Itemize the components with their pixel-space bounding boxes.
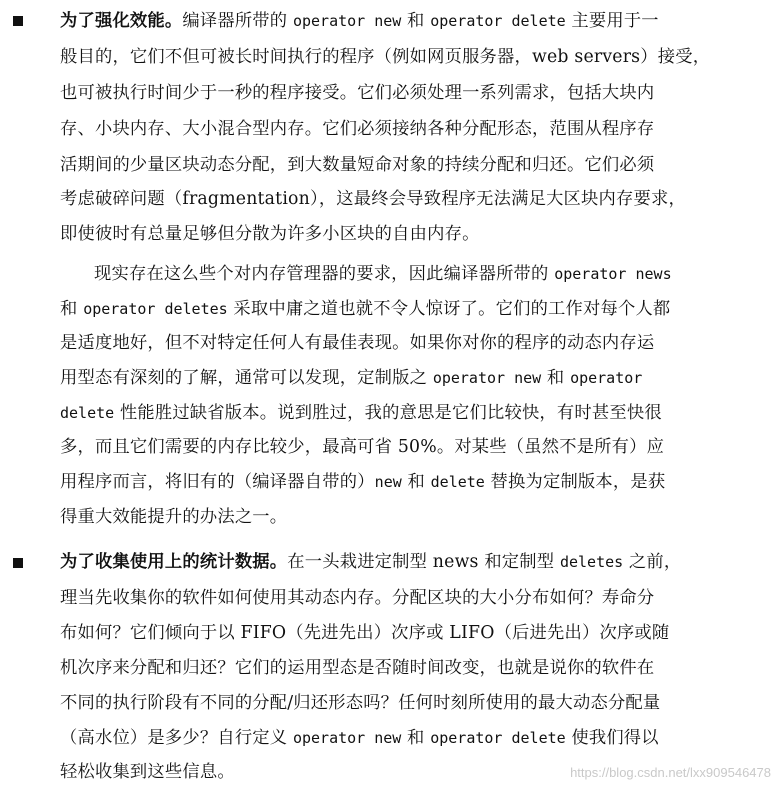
para2-line-1	[94, 259, 672, 289]
section1-line-5	[60, 150, 654, 180]
text-run: 采取中庸之道也就不令人惊讶了。它们的工作对每个人都	[227, 299, 671, 319]
section1-line-1	[60, 6, 659, 36]
code-term: operator new	[292, 729, 402, 747]
section1-line-6	[60, 184, 686, 214]
code-term: deletes	[559, 553, 624, 571]
text-run: 机次序来分配和归还？它们的运用型态是否随时间改变，也就是说你的软件在	[60, 658, 655, 678]
watermark-url: https://blog.csdn.net/lxx909546478	[570, 765, 771, 780]
code-term: new	[374, 473, 402, 491]
text-run: 理当先收集你的软件如何使用其动态内存。分配区块的大小分布如何？寿命分	[60, 588, 655, 608]
para2-line-5	[60, 398, 662, 428]
text-run: 用型态有深刻的了解，通常可以发现，定制版之	[60, 368, 433, 388]
code-term: operator new	[292, 12, 402, 30]
text-run: 和	[401, 472, 431, 492]
text-run: （高水位）是多少？自行定义	[60, 728, 293, 748]
text-run: 性能胜过缺省版本。说到胜过，我的意思是它们比较快，有时甚至快很	[114, 403, 662, 423]
text-run: 使我们得以	[565, 728, 659, 748]
text-run: 和	[401, 11, 431, 31]
para2-line-3	[60, 328, 654, 358]
text-run: 现实存在这么些个对内存管理器的要求，因此编译器所带的	[94, 264, 555, 284]
text-run: 多，而且它们需要的内存比较少，最高可省 50%。对某些（虽然不是所有）应	[60, 437, 665, 457]
text-run: 不同的执行阶段有不同的分配/归还形态吗？任何时刻所使用的最大动态分配量	[60, 693, 661, 713]
section2-line-5	[60, 688, 660, 718]
text-run: 般目的，它们不但可被长时间执行的程序（例如网页服务器，web servers）接受，	[60, 47, 711, 67]
text-run: 得重大效能提升的办法之一。	[60, 507, 288, 527]
text-run: 之前，	[623, 552, 682, 572]
code-term: operator delete	[430, 12, 566, 30]
text-run: 即使彼时有总量足够但分散为许多小区块的自由内存。	[60, 224, 480, 244]
text-run: 在一头栽进定制型 news 和定制型	[287, 552, 560, 572]
section1-line-2	[60, 42, 710, 72]
text-run: 编译器所带的	[182, 11, 293, 31]
text-run: 和	[60, 299, 84, 319]
text-run: 替换为定制版本，是获	[484, 472, 666, 492]
para2-line-6	[60, 432, 664, 462]
para2-line-4	[60, 363, 642, 393]
para2-line-8	[60, 502, 287, 532]
code-term: operator deletes	[83, 300, 228, 318]
bullet-square-icon	[13, 558, 23, 568]
section1-line1-rest	[182, 11, 658, 31]
code-term: operator news	[554, 265, 672, 283]
section2-line-7	[60, 757, 235, 787]
text-run: 轻松收集到这些信息。	[60, 762, 235, 782]
section2-line-4	[60, 653, 654, 683]
text-run: 存、小块内存、大小混合型内存。它们必须接纳各种分配形态，范围从程序存	[60, 119, 655, 139]
section2-line-6	[60, 723, 659, 753]
text-run: 主要用于一	[565, 11, 659, 31]
section1-line-7	[60, 219, 480, 249]
text-run: 活期间的少量区块动态分配，到大数量短命对象的持续分配和归还。它们必须	[60, 155, 655, 175]
section2-heading: 为了收集使用上的统计数据。	[60, 552, 288, 572]
code-term: delete	[430, 473, 485, 491]
text-run: 用程序而言，将旧有的（编译器自带的）	[60, 472, 375, 492]
section2-line-2	[60, 583, 654, 613]
text-run: 和	[541, 368, 571, 388]
section2-line-1	[60, 547, 681, 577]
code-term: operator delete	[430, 729, 566, 747]
text-run: 和	[401, 728, 431, 748]
section1-line-3	[60, 78, 654, 108]
section1-heading: 为了强化效能。	[60, 11, 183, 31]
para2-line-2	[60, 294, 670, 324]
text-run: 也可被执行时间少于一秒的程序接受。它们必须处理一系列需求，包括大块内	[60, 83, 655, 103]
section1-line-4	[60, 114, 654, 144]
text-run: 考虑破碎问题（fragmentation），这最终会导致程序无法满足大区块内存要求，	[60, 189, 686, 209]
text-run: 是适度地好，但不对特定任何人有最佳表现。如果你对你的程序的动态内存运	[60, 333, 655, 353]
section2-line-3	[60, 618, 669, 648]
section2-line1-rest	[287, 552, 681, 572]
code-term: operator	[570, 369, 643, 387]
bullet-square-icon	[13, 16, 23, 26]
para2-line-7	[60, 467, 665, 497]
code-term: operator new	[432, 369, 542, 387]
text-run: 布如何？它们倾向于以 FIFO（先进先出）次序或 LIFO（后进先出）次序或随	[60, 623, 670, 643]
code-term: delete	[60, 404, 115, 422]
